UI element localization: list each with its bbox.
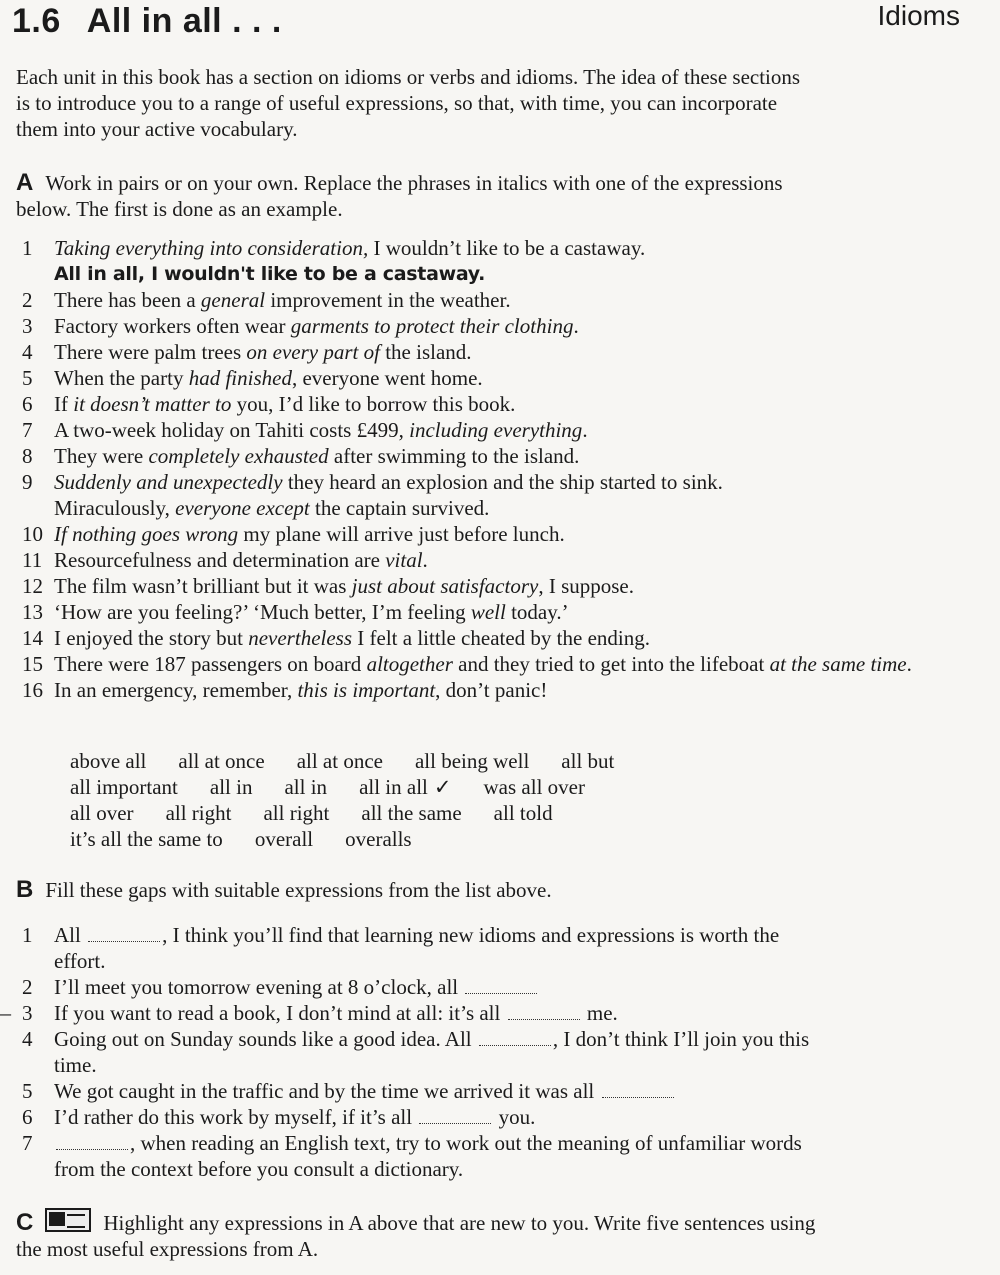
item-number: 10 — [22, 522, 43, 546]
expression: all in — [284, 775, 328, 799]
item-number: 3 — [22, 314, 33, 338]
item-text: . — [573, 314, 579, 338]
list-item — [22, 547, 962, 573]
list-item — [22, 443, 962, 469]
list-item — [22, 573, 962, 599]
item-text: When the party — [54, 366, 189, 390]
item-text: All — [54, 923, 81, 947]
unit-title — [12, 2, 282, 41]
expression: all but — [561, 749, 615, 773]
list-item — [22, 391, 962, 417]
highlighter-icon — [45, 1208, 91, 1232]
expression-row — [70, 800, 646, 826]
item-text: . — [906, 652, 912, 676]
item-italic: nevertheless — [248, 626, 353, 650]
expression: was all over — [483, 775, 585, 799]
item-number: 4 — [22, 340, 33, 364]
section-a-instruction: Work in pairs or on your own. Replace the phrases in italics with one of the expressions below. The first is done as an example. — [16, 171, 783, 221]
section-a-letter: A — [16, 169, 34, 196]
item-text: and they tried to get into the lifeboat — [452, 652, 770, 676]
item-italic: well — [470, 600, 506, 624]
expression: all in — [209, 775, 253, 799]
item-text: , I suppose. — [538, 574, 635, 598]
section-c-letter: C — [16, 1209, 34, 1236]
item-number: 6 — [22, 392, 33, 416]
item-text: me. — [581, 1001, 618, 1025]
item-text: , I think you’ll find that learning new idioms and expressions is worth the — [162, 923, 780, 947]
item-text: I wouldn’t like to be a castaway. — [368, 236, 646, 260]
list-item — [22, 1026, 962, 1078]
item-number: 5 — [22, 366, 33, 390]
item-italic: everyone except — [175, 496, 310, 520]
list-item — [22, 599, 962, 625]
answer-gap[interactable] — [56, 1135, 128, 1150]
handwritten-answer: All in all, I wouldn't like to be a castaway. — [54, 263, 486, 285]
unit-number: 1.6 — [12, 2, 61, 40]
item-number: 4 — [22, 1027, 33, 1051]
item-number: 2 — [22, 288, 33, 312]
item-number: 1 — [22, 236, 33, 260]
item-italic: it doesn’t matter to — [73, 392, 232, 416]
item-text: I’ll meet you tomorrow evening at 8 o’clock, all — [54, 975, 459, 999]
item-text: Resourcefulness and determination are — [54, 548, 386, 572]
expression-row — [70, 826, 646, 852]
list-item — [22, 922, 962, 974]
item-italic: at the same time — [769, 652, 907, 676]
expression: all being well — [414, 749, 530, 773]
item-number: 2 — [22, 975, 33, 999]
item-italic: garments to protect their clothing — [290, 314, 574, 338]
item-number: 13 — [22, 600, 43, 624]
intro-paragraph: Each unit in this book has a section on idioms or verbs and idioms. The idea of these sections is to introduce you to a range of useful expressions, so that, with time, you can incorporate them into your active vocabulary. — [16, 65, 801, 141]
item-text: effort. — [54, 949, 106, 973]
list-item — [22, 365, 962, 391]
expression: all the same — [361, 801, 462, 825]
expression: all at once — [178, 749, 265, 773]
expression: all told — [493, 801, 553, 825]
item-text: We got caught in the traffic and by the time we arrived it was all — [54, 1079, 595, 1103]
item-number: 9 — [22, 470, 33, 494]
item-italic: on every part of — [246, 340, 380, 364]
item-text: . — [422, 548, 428, 572]
list-item — [22, 521, 962, 547]
item-text: There were palm trees — [54, 340, 247, 364]
item-italic: including everything — [409, 418, 583, 442]
item-italic: completely exhausted — [148, 444, 329, 468]
item-text: ‘How are you feeling?’ ‘Much better, I’m feeling — [54, 600, 471, 624]
list-item — [22, 625, 962, 651]
item-number: 16 — [22, 678, 43, 702]
expression: all in all — [359, 775, 428, 799]
item-text: I enjoyed the story but — [54, 626, 249, 650]
item-number: 15 — [22, 652, 43, 676]
section-b-list — [22, 922, 962, 1182]
expression: all right — [165, 801, 232, 825]
section-c-instruction: Highlight any expressions in A above that are new to you. Write five sentences using the most useful expressions from A. — [16, 1211, 816, 1261]
item-text: . — [582, 418, 588, 442]
item-text: the captain survived. — [309, 496, 490, 520]
section-a-heading — [16, 170, 796, 222]
item-text: after swimming to the island. — [328, 444, 580, 468]
item-number: 7 — [22, 1131, 33, 1155]
item-italic: just about satisfactory — [351, 574, 539, 598]
item-text: today.’ — [505, 600, 569, 624]
list-item — [22, 469, 962, 521]
expression: all over — [70, 801, 134, 825]
list-item — [22, 313, 962, 339]
item-text: , I don’t think I’ll join you this — [552, 1027, 810, 1051]
item-text: the island. — [379, 340, 472, 364]
item-italic: Taking everything into consideration, — [54, 236, 369, 260]
item-text: A two-week holiday on Tahiti costs £499, — [54, 418, 410, 442]
item-text: , when reading an English text, try to work out the meaning of unfamiliar words — [130, 1131, 802, 1155]
answer-gap[interactable] — [602, 1083, 674, 1098]
item-italic: this is important — [297, 678, 436, 702]
expression: overalls — [345, 827, 412, 851]
item-text: my plane will arrive just before lunch. — [238, 522, 565, 546]
item-text: There has been a — [54, 288, 201, 312]
item-text: Factory workers often wear — [54, 314, 291, 338]
item-italic: general — [200, 288, 266, 312]
item-text: I felt a little cheated by the ending. — [352, 626, 650, 650]
margin-dash: – — [0, 1000, 11, 1025]
item-text: If — [54, 392, 74, 416]
item-text: from the context before you consult a dictionary. — [54, 1157, 464, 1181]
answer-gap[interactable] — [465, 979, 537, 994]
item-text: There were 187 passengers on board — [54, 652, 367, 676]
item-text: they heard an explosion and the ship started to sink. — [282, 470, 723, 494]
item-number: 5 — [22, 1079, 33, 1103]
list-item — [22, 235, 962, 261]
expression: overall — [254, 827, 314, 851]
item-number: 8 — [22, 444, 33, 468]
item-text: Miraculously, — [54, 496, 176, 520]
list-item — [22, 417, 962, 443]
item-text: , don’t panic! — [435, 678, 548, 702]
expression-list — [70, 748, 646, 852]
section-b-letter: B — [16, 876, 34, 903]
list-item — [22, 677, 962, 703]
unit-heading: All in all . . . — [86, 2, 282, 40]
section-b-instruction: Fill these gaps with suitable expressions from the list above. — [45, 878, 552, 902]
item-number: 1 — [22, 923, 33, 947]
item-text: The film wasn’t brilliant but it was — [54, 574, 352, 598]
item-number: 14 — [22, 626, 43, 650]
item-italic: vital — [385, 548, 423, 572]
expression: all at once — [296, 749, 383, 773]
item-number: 6 — [22, 1105, 33, 1129]
item-number: 7 — [22, 418, 33, 442]
expression: all right — [263, 801, 330, 825]
item-italic: altogether — [366, 652, 453, 676]
list-item — [22, 287, 962, 313]
item-text: They were — [54, 444, 149, 468]
list-item — [22, 1104, 962, 1130]
section-c-heading — [16, 1208, 816, 1262]
expression: it’s all the same to — [70, 827, 223, 851]
list-item — [22, 1078, 962, 1104]
list-item — [22, 651, 962, 677]
list-item — [22, 1130, 962, 1182]
item-text: Going out on Sunday sounds like a good idea. All — [54, 1027, 472, 1051]
item-italic: Suddenly and unexpectedly — [54, 470, 283, 494]
item-text: you. — [493, 1105, 536, 1129]
item-text: In an emergency, remember, — [54, 678, 298, 702]
expression: all important — [70, 775, 178, 799]
item-text: improvement in the weather. — [265, 288, 511, 312]
item-number: 11 — [22, 548, 43, 572]
list-item — [22, 339, 962, 365]
item-text: I’d rather do this work by myself, if it’s all — [54, 1105, 413, 1129]
item-text: time. — [54, 1053, 97, 1077]
item-italic: If nothing goes wrong — [54, 522, 239, 546]
list-item — [22, 1000, 962, 1026]
check-mark-icon: ✓ — [433, 775, 452, 799]
list-item — [22, 974, 962, 1000]
answer-gap[interactable] — [419, 1109, 491, 1124]
answer-gap[interactable] — [479, 1031, 551, 1046]
answer-gap[interactable] — [508, 1005, 580, 1020]
answer-gap[interactable] — [88, 927, 160, 942]
expression: above all — [70, 749, 147, 773]
item-text: you, I’d like to borrow this book. — [231, 392, 516, 416]
expression-row — [70, 748, 646, 774]
item-number: 3 — [22, 1001, 33, 1025]
section-label: Idioms — [877, 0, 960, 31]
item-number: 12 — [22, 574, 43, 598]
item-italic: had finished — [188, 366, 292, 390]
section-b-heading — [16, 877, 796, 903]
item-text: , everyone went home. — [291, 366, 483, 390]
section-a-list — [22, 235, 962, 703]
item-text: If you want to read a book, I don’t mind at all: it’s all — [54, 1001, 501, 1025]
expression-row — [70, 774, 646, 800]
